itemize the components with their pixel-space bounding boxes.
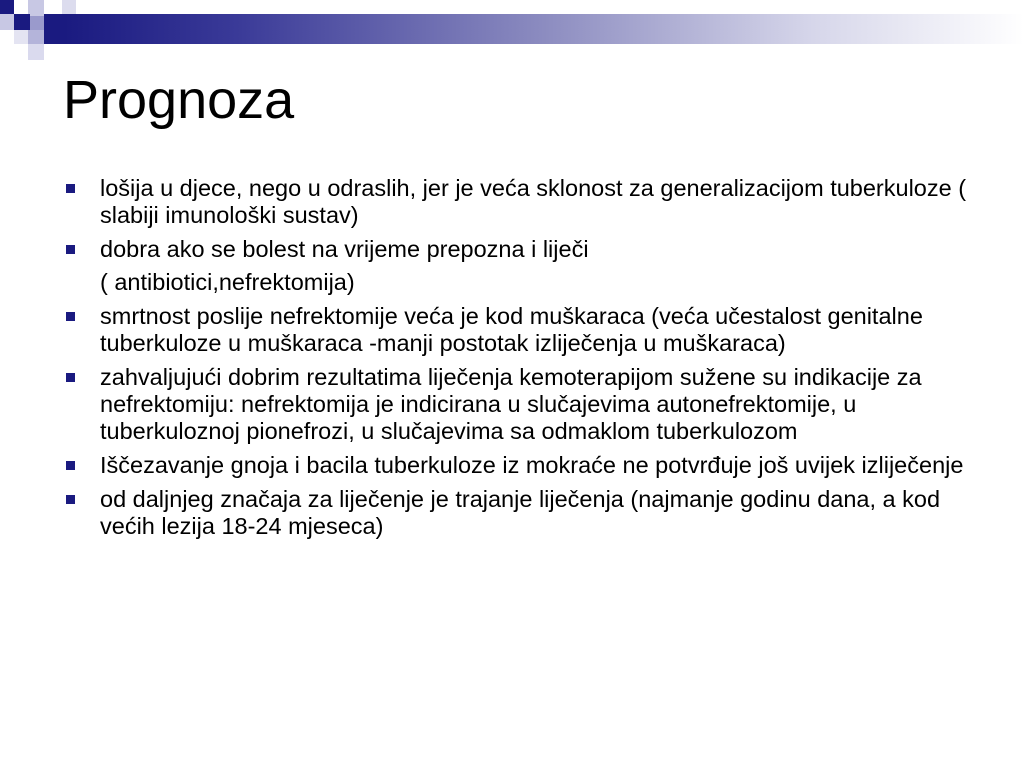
slide-title: Prognoza: [63, 70, 295, 130]
bullet-list: [64, 175, 974, 547]
square-bullet-icon: [66, 373, 75, 382]
square-bullet-icon: [66, 184, 75, 193]
bullet-text: Iščezavanje gnoja i bacila tuberkuloze iz mokraće ne potvrđuje još uvijek izliječenje: [100, 452, 964, 478]
decor-square: [28, 0, 44, 16]
list-item: [64, 486, 974, 540]
decor-square: [44, 14, 64, 44]
decor-square: [14, 14, 30, 30]
list-item: [64, 175, 974, 229]
decor-square: [14, 30, 28, 44]
square-bullet-icon: [66, 495, 75, 504]
square-bullet-icon: [66, 461, 75, 470]
list-item: [64, 236, 974, 263]
header-gradient-bar: [64, 14, 1024, 44]
bullet-text: smrtnost poslije nefrektomije veća je kod muškaraca (veća učestalost genitalne tuberkuloze u muškaraca -manji postotak izliječenja u muškaraca): [100, 303, 923, 356]
bullet-text: zahvaljujući dobrim rezultatima liječenja kemoterapijom sužene su indikacije za nefrektomiju: nefrektomija je indicirana u slučajevima autonefrektomije, u tuberkuloznoj pionefrozi, u slučajevima sa odmaklom tuberkulozom: [100, 364, 922, 444]
decor-square: [46, 0, 60, 14]
decor-square: [62, 0, 76, 14]
bullet-text: ( antibiotici,nefrektomija): [100, 269, 355, 295]
bullet-text: od daljnjeg značaja za liječenje je trajanje liječenja (najmanje godinu dana, a kod većih lezija 18-24 mjeseca): [100, 486, 941, 539]
bullet-text: lošija u djece, nego u odraslih, jer je veća sklonost za generalizacijom tuberkuloze ( slabiji imunološki sustav): [100, 175, 967, 228]
square-bullet-icon: [66, 312, 75, 321]
list-item-continuation: [64, 269, 974, 296]
decor-square: [28, 44, 44, 60]
decor-square: [0, 0, 14, 14]
bullet-text: dobra ako se bolest na vrijeme prepozna i liječi: [100, 236, 589, 262]
decor-square: [14, 0, 28, 14]
list-item: [64, 364, 974, 445]
decor-square: [0, 14, 14, 30]
list-item: [64, 303, 974, 357]
square-bullet-icon: [66, 245, 75, 254]
list-item: [64, 452, 974, 479]
decor-square: [28, 30, 44, 44]
